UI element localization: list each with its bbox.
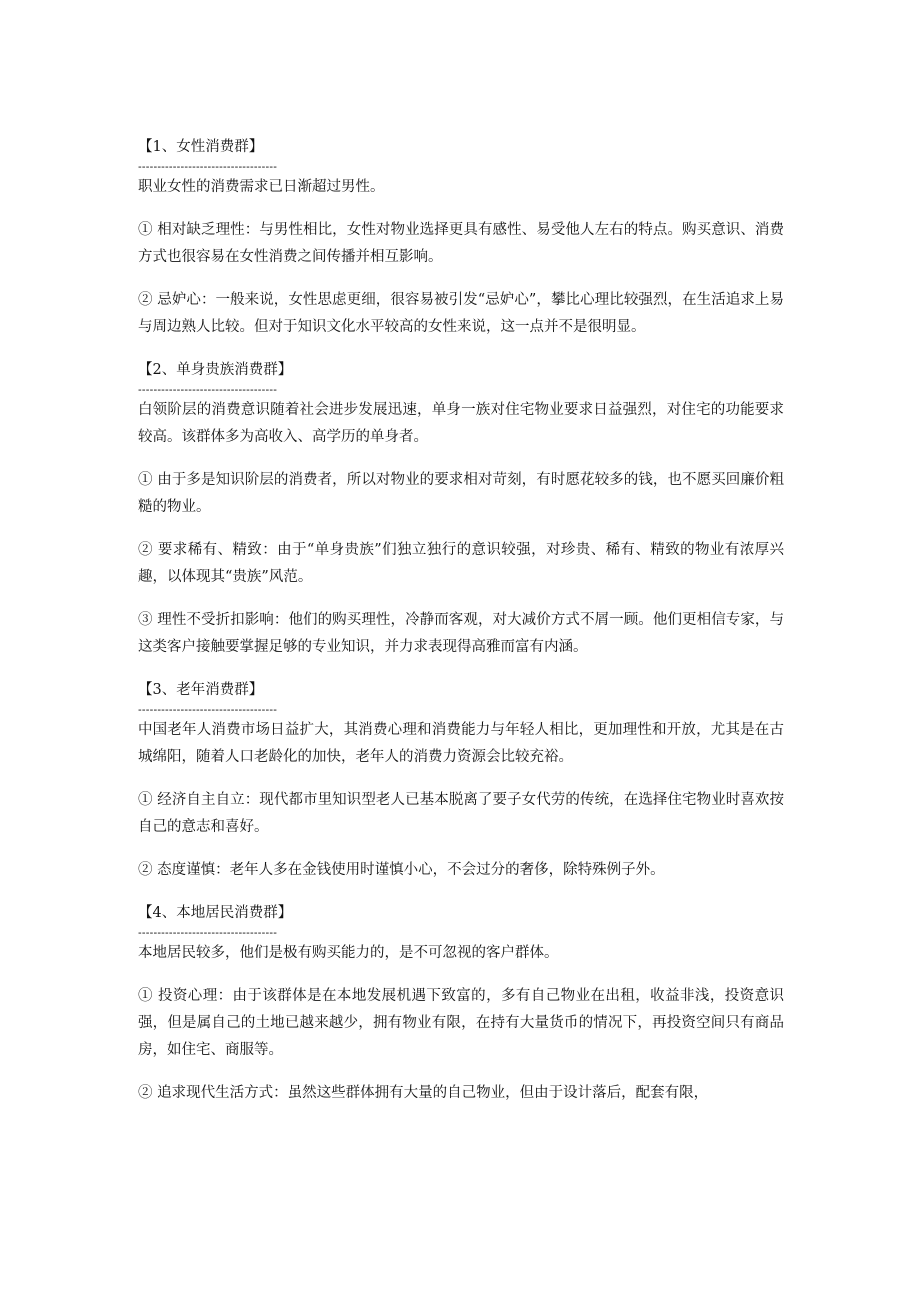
- dashed-divider: ------------------------------------: [138, 704, 278, 716]
- section-elderly-consumers: [138, 677, 784, 884]
- section-heading: 【3、老年消费群】: [138, 682, 264, 698]
- document-page: [138, 134, 784, 1123]
- section-local-residents: [138, 900, 784, 1107]
- point-paragraph: ③ 理性不受折扣影响：他们的购买理性，冷静而客观，对大减价方式不屑一顾。他们更相信专家，与这类客户接触要掌握足够的专业知识，并力求表现得高雅而富有内涵。: [138, 612, 784, 655]
- dashed-divider: ------------------------------------: [138, 927, 278, 939]
- point-paragraph: ① 由于多是知识阶层的消费者，所以对物业的要求相对苛刻，有时愿花较多的钱，也不愿买回廉价粗糙的物业。: [138, 472, 784, 515]
- point-paragraph: ② 追求现代生活方式：虽然这些群体拥有大量的自己物业，但由于设计落后，配套有限，: [138, 1085, 709, 1101]
- section-intro: 本地居民较多，他们是极有购买能力的，是不可忽视的客户群体。: [138, 945, 559, 961]
- section-intro: 白领阶层的消费意识随着社会进步发展迅速，单身一族对住宅物业要求日益强烈，对住宅的功能要求较高。该群体多为高收入、高学历的单身者。: [138, 402, 784, 445]
- dashed-divider: ------------------------------------: [138, 384, 278, 396]
- section-intro: 中国老年人消费市场日益扩大，其消费心理和消费能力与年轻人相比，更加理性和开放，尤其是在古城绵阳，随着人口老龄化的加快，老年人的消费力资源会比较充裕。: [138, 722, 784, 765]
- section-heading: 【1、女性消费群】: [138, 139, 264, 155]
- point-paragraph: ① 相对缺乏理性：与男性相比，女性对物业选择更具有感性、易受他人左右的特点。购买意识、消费方式也很容易在女性消费之间传播并相互影响。: [138, 222, 784, 265]
- section-heading: 【4、本地居民消费群】: [138, 905, 293, 921]
- point-paragraph: ② 态度谨慎：老年人多在金钱使用时谨慎小心，不会过分的奢侈，除特殊例子外。: [138, 862, 665, 878]
- section-heading: 【2、单身贵族消费群】: [138, 362, 293, 378]
- point-paragraph: ① 经济自主自立：现代都市里知识型老人已基本脱离了要子女代劳的传统，在选择住宅物业时喜欢按自己的意志和喜好。: [138, 792, 784, 835]
- section-single-consumers: [138, 357, 784, 661]
- point-paragraph: ② 忌妒心：一般来说，女性思虑更细，很容易被引发“忌妒心”，攀比心理比较强烈，在生活追求上易与周边熟人比较。但对于知识文化水平较高的女性来说，这一点并不是很明显。: [138, 292, 784, 335]
- point-paragraph: ① 投资心理：由于该群体是在本地发展机遇下致富的，多有自己物业在出租，收益非浅，投资意识强，但是属自己的土地已越来越少，拥有物业有限，在持有大量货币的情况下，再投资空间只有商品房，如住宅、商服等。: [138, 988, 784, 1058]
- section-intro: 职业女性的消费需求已日渐超过男性。: [138, 179, 385, 195]
- point-paragraph: ② 要求稀有、精致：由于“单身贵族”们独立独行的意识较强，对珍贵、稀有、精致的物业有浓厚兴趣，以体现其“贵族”风范。: [138, 542, 784, 585]
- section-female-consumers: [138, 134, 784, 341]
- dashed-divider: ------------------------------------: [138, 161, 278, 173]
